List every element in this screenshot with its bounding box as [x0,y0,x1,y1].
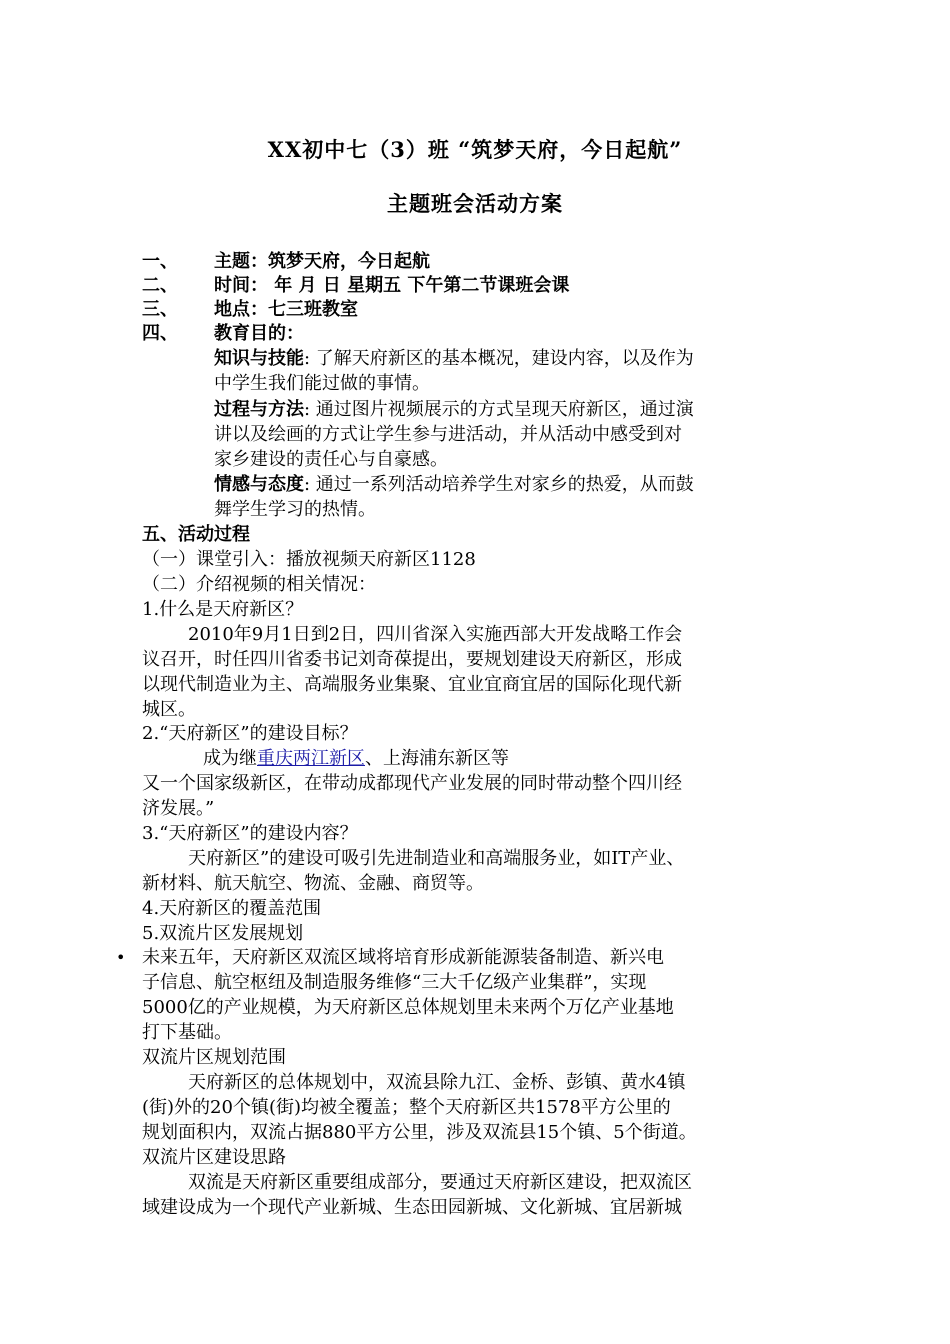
paragraph: 子信息、航空枢纽及制造服务维修“三大千亿级产业集群”，实现 [142,972,647,993]
list-number: 四、 [142,323,178,344]
aim-text: 中学生我们能过做的事情。 [214,373,430,394]
paragraph: （一）课堂引入：播放视频天府新区1128 [142,549,476,570]
document-subtitle: 主题班会活动方案 [387,191,563,216]
aim-text: : 通过一系列活动培养学生对家乡的热爱，从而鼓 [304,474,694,495]
list-text: 主题：筑梦天府，今日起航 [214,251,430,272]
paragraph: 规划面积内，双流占据880平方公里，涉及双流县15个镇、5个街道。 [142,1122,697,1143]
aim-label: 过程与方法 [214,399,304,420]
paragraph: 济发展。” [142,798,215,819]
paragraph: 以现代制造业为主、高端服务业集聚、宜业宜商宜居的国际化现代新 [142,674,682,695]
section-heading: 五、活动过程 [142,524,250,545]
paragraph: 打下基础。 [142,1022,232,1043]
paragraph: 天府新区的总体规划中，双流县除九江、金桥、彭镇、黄水4镇 [188,1072,686,1093]
aim-text: 家乡建设的责任心与自豪感。 [214,449,448,470]
list-item [142,274,814,298]
paragraph: 域建设成为一个现代产业新城、生态田园新城、文化新城、宜居新城 [142,1197,682,1218]
paragraph: (街)外的20个镇(街)均被全覆盖；整个天府新区共1578平方公里的 [142,1097,671,1118]
aim-process [214,398,814,422]
question: 2.“天府新区”的建设目标？ [142,723,358,744]
question: 5.双流片区发展规划 [142,923,304,944]
list-number: 一、 [142,251,178,272]
text-fragment: 成为继 [203,748,257,769]
subheading: 双流片区建设思路 [142,1147,286,1168]
paragraph: 双流是天府新区重要组成部分，要通过天府新区建设，把双流区 [188,1172,692,1193]
aim-label: 知识与技能 [214,348,304,369]
list-text: 地点：七三班教室 [214,299,358,320]
list-text: 时间： 年 月 日 星期五 下午第二节课班会课 [214,275,570,296]
aim-text: 讲以及绘画的方式让学生参与进活动，并从活动中感受到对 [214,424,682,445]
paragraph: 5000亿的产业规模，为天府新区总体规划里未来两个万亿产业基地 [142,997,674,1018]
question: 3.“天府新区”的建设内容？ [142,823,358,844]
document-title: XX初中七（3）班 “筑梦天府，今日起航” [267,137,683,162]
paragraph: 2010年9月1日到2日，四川省深入实施西部大开发战略工作会 [188,624,683,645]
paragraph [203,747,814,771]
text-fragment: 、上海浦东新区等 [365,748,509,769]
list-text: 教育目的： [214,323,304,344]
aim-text: 舞学生学习的热情。 [214,499,376,520]
question: 4.天府新区的覆盖范围 [142,898,322,919]
paragraph: 天府新区”的建设可吸引先进制造业和高端服务业，如IT产业、 [188,848,685,869]
list-item [142,298,814,322]
list-item [142,250,814,274]
paragraph: 又一个国家级新区，在带动成都现代产业发展的同时带动整个四川经 [142,773,682,794]
paragraph: 新材料、航天航空、物流、金融、商贸等。 [142,873,484,894]
paragraph: 城区。 [142,699,196,720]
aim-label: 情感与态度 [214,474,304,495]
list-number: 二、 [142,275,178,296]
aim-text: : 了解天府新区的基本概况，建设内容，以及作为 [304,348,694,369]
list-item [142,322,814,346]
list-number: 三、 [142,299,178,320]
aim-text: : 通过图片视频展示的方式呈现天府新区，通过演 [304,399,694,420]
question: 1.什么是天府新区？ [142,599,304,620]
paragraph: （二）介绍视频的相关情况： [142,574,376,595]
chongqing-link[interactable]: 重庆两江新区 [257,748,365,769]
paragraph: 议召开，时任四川省委书记刘奇葆提出，要规划建设天府新区，形成 [142,649,682,670]
aim-knowledge [214,347,814,371]
subheading: 双流片区规划范围 [142,1047,286,1068]
bullet-icon: • [116,948,126,967]
aim-emotion [214,473,814,497]
bullet-text: 未来五年，天府新区双流区域将培育形成新能源装备制造、新兴电 [142,947,664,968]
